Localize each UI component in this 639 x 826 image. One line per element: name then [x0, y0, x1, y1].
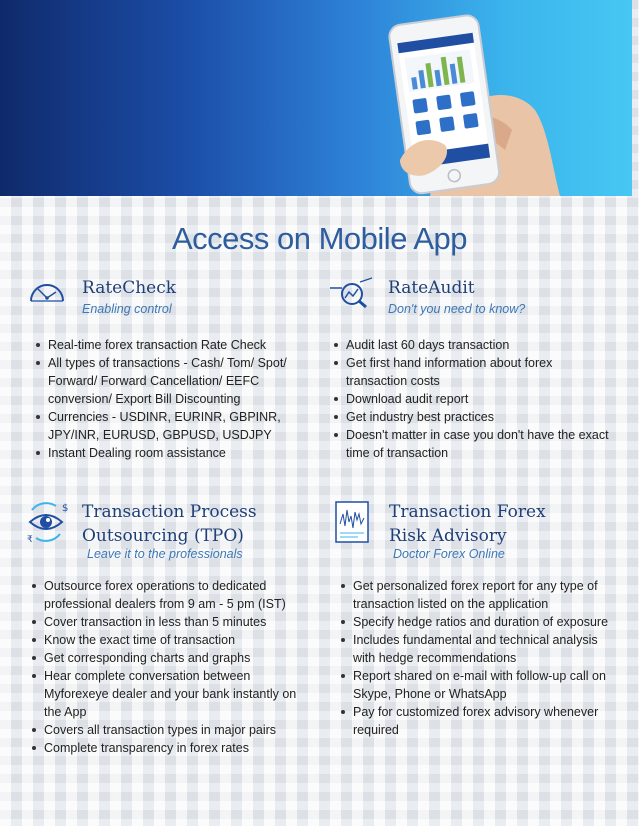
list-item: Know the exact time of transaction — [44, 631, 309, 649]
list-item: Specify hedge ratios and duration of exposure — [353, 613, 613, 631]
list-item: Pay for customized forex advisory whenever required — [353, 703, 613, 739]
report-chart-icon — [334, 500, 370, 544]
risk-title-line1: Transaction Forex — [389, 502, 546, 522]
tpo-list — [30, 577, 309, 757]
tpo-subtitle: Leave it to the professionals — [87, 547, 243, 561]
rateaudit-title: RateAudit — [388, 278, 475, 298]
rupee-symbol: ₹ — [27, 535, 33, 544]
list-item: All types of transactions - Cash/ Tom/ Spot/ Forward/ Forward Cancellation/ EEFC conversion/ Export Bill Discounting — [48, 354, 308, 408]
tpo-title — [82, 500, 257, 548]
magnifier-chart-icon — [328, 276, 374, 310]
rateaudit-subtitle: Don't you need to know? — [388, 302, 526, 316]
page-title: Access on Mobile App — [171, 221, 467, 256]
ratecheck-title: RateCheck — [82, 278, 177, 298]
risk-list — [339, 577, 613, 739]
list-item: Real-time forex transaction Rate Check — [48, 336, 308, 354]
clock-icon — [28, 276, 66, 306]
list-item: Complete transparency in forex rates — [44, 739, 309, 757]
list-item: Includes fundamental and technical analysis with hedge recommendations — [353, 631, 613, 667]
list-item: Doesn't matter in case you don't have the exact time of transaction — [346, 426, 611, 462]
list-item: Cover transaction in less than 5 minutes — [44, 613, 309, 631]
list-item: Report shared on e-mail with follow-up call on Skype, Phone or WhatsApp — [353, 667, 613, 703]
list-item: Instant Dealing room assistance — [48, 444, 308, 462]
tpo-title-line1: Transaction Process — [82, 502, 257, 522]
list-item: Covers all transaction types in major pairs — [44, 721, 309, 739]
phone-in-hand-illustration — [0, 0, 632, 196]
list-item: Get personalized forex report for any type of transaction listed on the application — [353, 577, 613, 613]
risk-title — [389, 500, 546, 548]
list-item: Outsource forex operations to dedicated professional dealers from 9 am - 5 pm (IST) — [44, 577, 309, 613]
risk-subtitle: Doctor Forex Online — [393, 547, 505, 561]
list-item: Audit last 60 days transaction — [346, 336, 611, 354]
list-item: Hear complete conversation between Myforexeye dealer and your bank instantly on the App — [44, 667, 309, 721]
ratecheck-subtitle: Enabling control — [82, 302, 172, 316]
eye-currency-icon — [26, 500, 70, 544]
rateaudit-list — [332, 336, 611, 462]
list-item: Get first hand information about forex transaction costs — [346, 354, 611, 390]
risk-title-line2: Risk Advisory — [389, 526, 507, 546]
list-item: Get industry best practices — [346, 408, 611, 426]
hero-banner — [0, 0, 632, 196]
list-item: Currencies - USDINR, EURINR, GBPINR, JPY/INR, EURUSD, GBPUSD, USDJPY — [48, 408, 308, 444]
list-item: Download audit report — [346, 390, 611, 408]
ratecheck-list — [34, 336, 308, 462]
dollar-symbol: $ — [62, 503, 69, 514]
tpo-title-line2: Outsourcing (TPO) — [82, 526, 244, 546]
list-item: Get corresponding charts and graphs — [44, 649, 309, 667]
